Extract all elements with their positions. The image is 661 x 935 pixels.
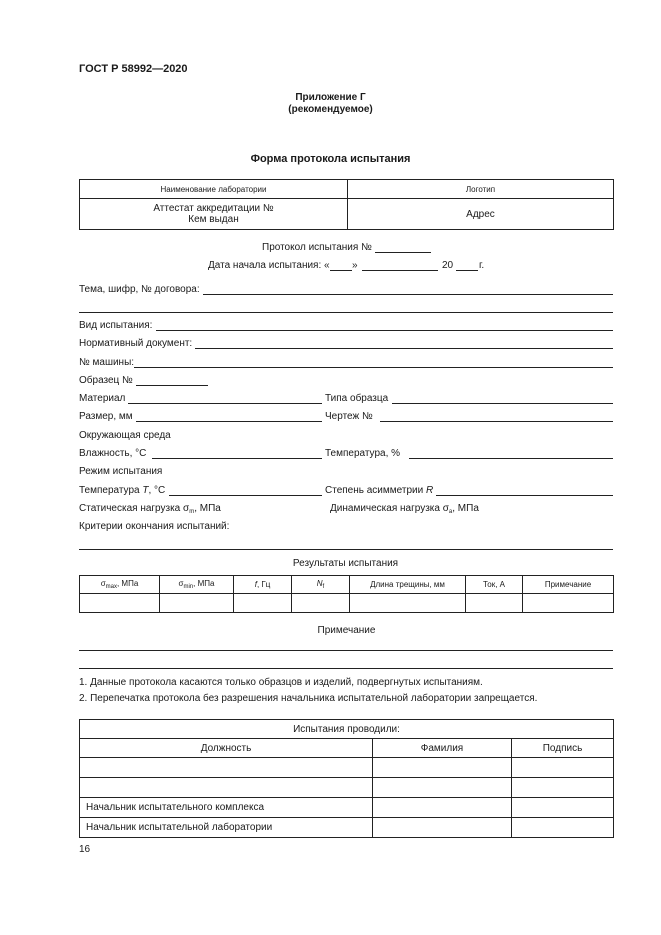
logo-cell: Логотип	[348, 180, 614, 199]
dynamic-load-unit: , МПа	[452, 503, 479, 514]
col-note: Примечание	[523, 576, 614, 594]
end-criteria-line	[79, 549, 613, 550]
staff-cell[interactable]	[373, 778, 512, 798]
static-load-label	[79, 503, 221, 518]
end-criteria-label: Критерии окончания испытаний:	[79, 521, 230, 532]
col-frequency-unit: , Гц	[256, 580, 271, 589]
lab-name-cell: Наименование лаборатории	[80, 180, 348, 199]
appendix-subtitle: (рекомендуемое)	[288, 104, 373, 115]
topic-label: Тема, шифр, № договора:	[79, 284, 200, 295]
date-year-line	[456, 270, 478, 271]
sample-line	[136, 385, 208, 386]
staff-row	[80, 798, 614, 818]
protocol-number-label: Протокол испытания №	[262, 242, 372, 253]
temperature-pct-label: Температура, %	[325, 448, 401, 459]
results-cell[interactable]	[160, 594, 234, 613]
asymmetry-line	[436, 495, 613, 496]
test-type-line	[156, 330, 613, 331]
asymmetry-text: Степень асимметрии	[325, 485, 426, 496]
col-position: Должность	[80, 739, 373, 758]
col-cycles	[292, 576, 350, 594]
page-number: 16	[79, 844, 91, 855]
staff-cell[interactable]	[373, 758, 512, 778]
date-day-line	[330, 270, 352, 271]
col-cycles-sub: f	[322, 584, 325, 590]
note-2: 2. Перепечатка протокола без разрешения начальника испытательной лаборатории запрещается.	[79, 693, 538, 704]
staff-cell[interactable]	[80, 778, 373, 798]
temperature-t-unit: , °С	[148, 485, 166, 496]
temperature-t-label	[79, 485, 165, 497]
accreditation-line: Аттестат аккредитации №	[153, 203, 274, 214]
temperature-t-text: Температура	[79, 485, 143, 496]
standard-code: ГОСТ Р 58992—2020	[79, 63, 188, 75]
staff-row	[80, 818, 614, 838]
asymmetry-label	[325, 485, 433, 497]
lab-info-table	[79, 179, 614, 230]
static-load-text: Статическая нагрузка σ	[79, 503, 190, 514]
staff-cell[interactable]	[373, 818, 512, 838]
col-sigma-min	[160, 576, 234, 594]
col-frequency-symbol: f	[254, 580, 257, 589]
temperature-t-line	[169, 495, 322, 496]
humidity-line	[152, 458, 322, 459]
mode-label: Режим испытания	[79, 466, 163, 477]
temperature-pct-line	[409, 458, 613, 459]
size-label: Размер, мм	[79, 411, 133, 422]
note-title: Примечание	[317, 625, 376, 636]
col-cycles-symbol: N	[316, 579, 323, 588]
material-line	[128, 403, 322, 404]
note-line-1	[79, 650, 613, 651]
date-label: Дата начала испытания: «	[208, 260, 330, 271]
col-sigma-max-unit: , МПа	[116, 579, 139, 588]
temperature-t-symbol: T	[142, 485, 149, 496]
sample-type-line	[392, 403, 613, 404]
address-cell: Адрес	[348, 199, 614, 230]
results-cell[interactable]	[234, 594, 292, 613]
protocol-number-line	[375, 252, 431, 253]
date-close-quote: »	[352, 260, 358, 271]
results-cell[interactable]	[466, 594, 523, 613]
staff-cell[interactable]	[80, 758, 373, 778]
machine-label: № машины:	[79, 357, 135, 368]
results-cell[interactable]	[523, 594, 614, 613]
staff-row	[80, 778, 614, 798]
results-row	[80, 594, 614, 613]
drawing-line	[380, 421, 613, 422]
staff-cell[interactable]	[512, 778, 614, 798]
col-crack-length: Длина трещины, мм	[350, 576, 466, 594]
asymmetry-symbol: R	[425, 485, 434, 496]
note-line-2	[79, 668, 613, 669]
results-table	[79, 575, 614, 613]
appendix-title: Приложение Г	[295, 92, 366, 103]
lab-head-cell: Начальник испытательной лаборатории	[80, 818, 373, 838]
results-cell[interactable]	[292, 594, 350, 613]
dynamic-load-label	[330, 503, 479, 518]
norm-doc-line	[195, 348, 613, 349]
form-title: Форма протокола испытания	[250, 153, 411, 165]
test-type-label: Вид испытания:	[79, 320, 153, 331]
staff-cell[interactable]	[373, 798, 512, 818]
accreditation-cell	[80, 199, 348, 230]
environment-label: Окружающая среда	[79, 430, 171, 441]
machine-line	[134, 367, 613, 368]
results-title: Результаты испытания	[292, 558, 399, 569]
sample-type-label: Типа образца	[325, 393, 389, 404]
col-sigma-min-symbol: σ	[178, 579, 184, 588]
note-1: 1. Данные протокола касаются только образцов и изделий, подвергнутых испытаниям.	[79, 677, 483, 688]
col-sigma-max-symbol: σ	[100, 579, 106, 588]
dynamic-load-sub: a	[448, 509, 453, 515]
col-sigma-max	[80, 576, 160, 594]
col-sigma-min-unit: , МПа	[193, 579, 215, 588]
topic-line	[203, 294, 613, 295]
col-current: Ток, А	[466, 576, 523, 594]
staff-cell[interactable]	[512, 758, 614, 778]
date-year-prefix: 20	[442, 260, 454, 271]
topic-line-2	[79, 312, 613, 313]
date-year-suffix: г.	[479, 260, 485, 271]
col-surname: Фамилия	[373, 739, 512, 758]
material-label: Материал	[79, 393, 126, 404]
results-cell[interactable]	[80, 594, 160, 613]
issued-by-line: Кем выдан	[188, 214, 239, 225]
sample-label: Образец №	[79, 375, 133, 386]
norm-doc-label: Нормативный документ:	[79, 338, 193, 349]
col-signature: Подпись	[512, 739, 614, 758]
complex-head-cell: Начальник испытательного комплекса	[80, 798, 373, 818]
staff-cell[interactable]	[512, 818, 614, 838]
date-month-line	[362, 270, 438, 271]
static-load-sub: m	[189, 509, 195, 515]
humidity-label: Влажность, °С	[79, 448, 147, 459]
drawing-label: Чертеж №	[325, 411, 373, 422]
col-sigma-min-sub: min	[183, 584, 194, 590]
col-sigma-max-sub: max	[105, 584, 117, 590]
size-line	[136, 421, 322, 422]
col-frequency	[234, 576, 292, 594]
results-cell[interactable]	[350, 594, 466, 613]
staff-title: Испытания проводили:	[80, 720, 614, 739]
staff-table	[79, 719, 614, 838]
staff-row	[80, 758, 614, 778]
staff-cell[interactable]	[512, 798, 614, 818]
static-load-unit: , МПа	[194, 503, 221, 514]
dynamic-load-text: Динамическая нагрузка σ	[330, 503, 449, 514]
